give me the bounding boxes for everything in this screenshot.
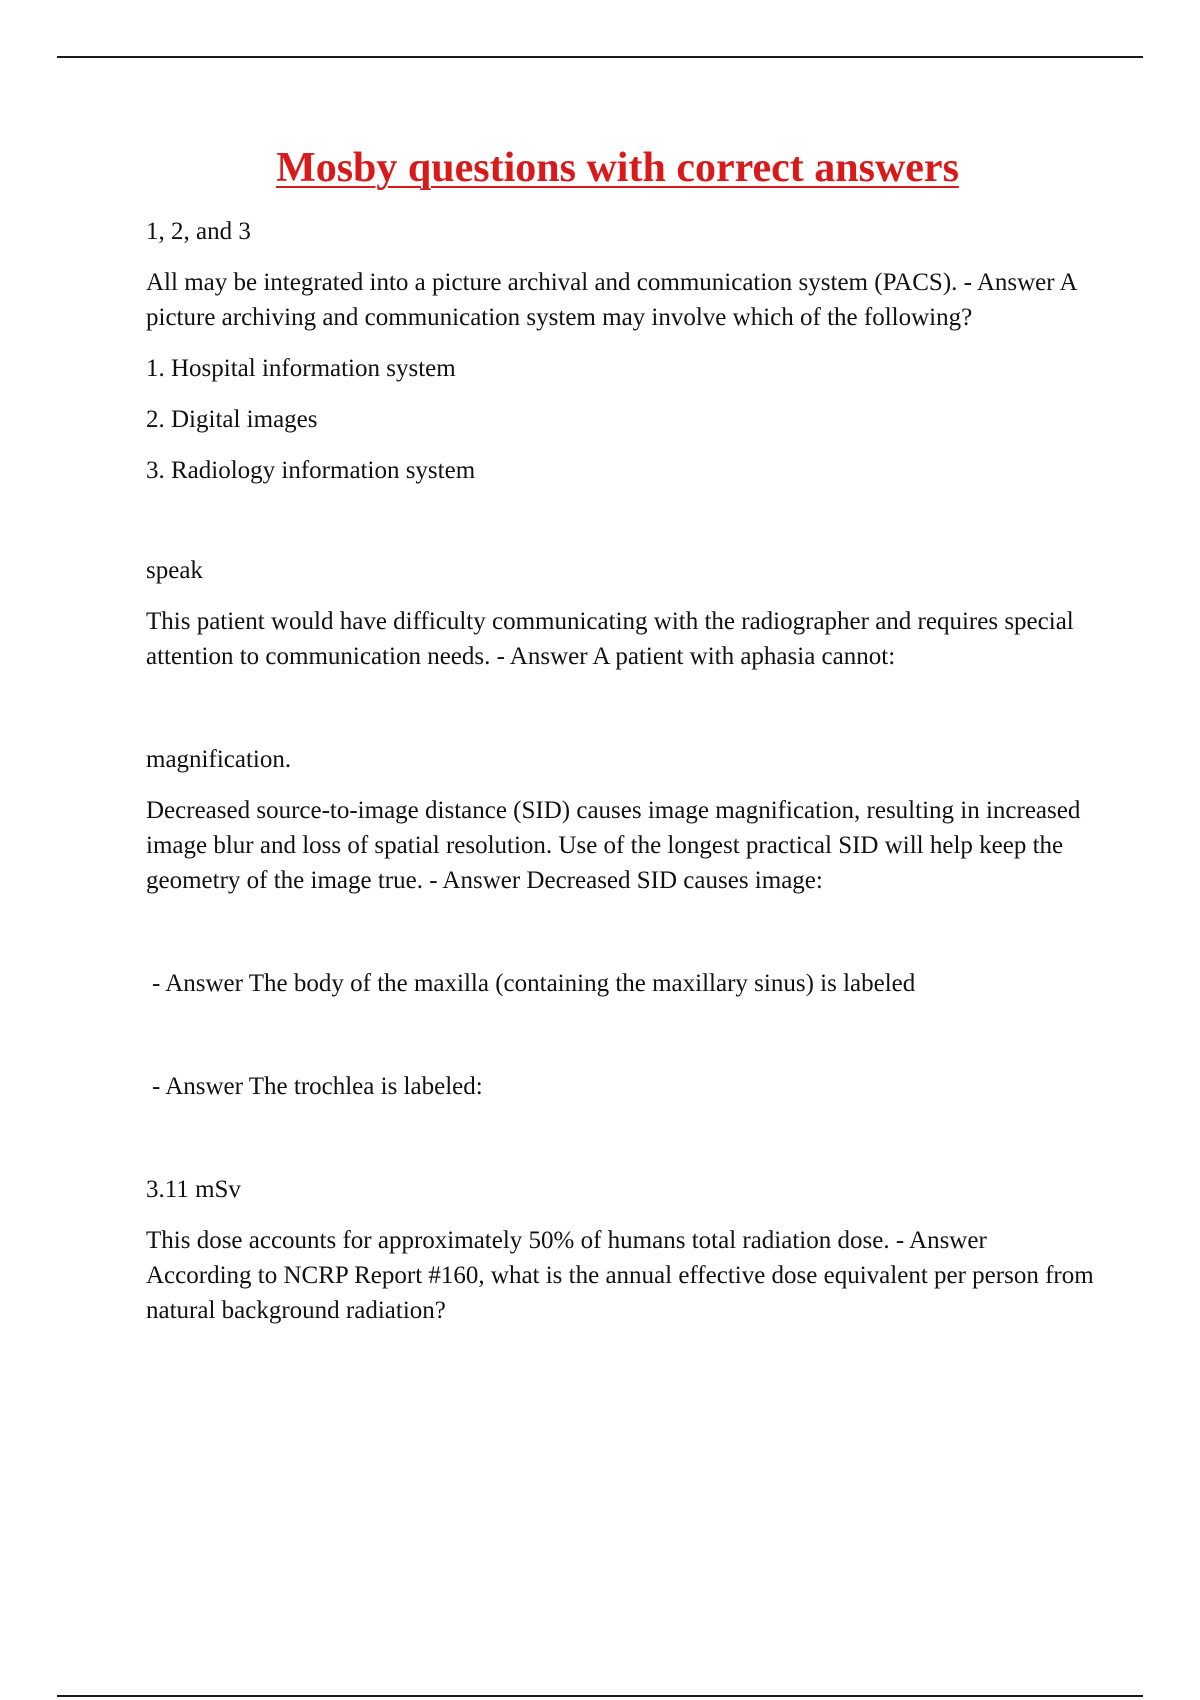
top-rule [57,56,1143,58]
qa-option: 3. Radiology information system [146,457,476,484]
qa-item-2 [146,553,1096,674]
bottom-rule [57,1695,1143,1697]
qa-item-3 [146,742,1096,898]
page-title: Mosby questions with correct answers [276,145,959,191]
qa-answer: 3.11 mSv [146,1176,241,1203]
qa-item-6 [146,1172,1096,1328]
qa-item-5 [146,1069,1096,1104]
qa-explanation: All may be integrated into a picture archival and communication system (PACS). - Answer A picture archiving and communication system may involve which of the following? [146,269,1077,331]
qa-answer-line: - Answer The body of the maxilla (containing the maxillary sinus) is labeled [152,970,916,997]
qa-item-4 [146,966,1096,1001]
qa-answer: 1, 2, and 3 [146,218,251,245]
qa-answer: speak [146,557,203,584]
qa-answer: magnification. [146,746,292,773]
qa-item-1 [146,214,1096,488]
qa-explanation: Decreased source-to-image distance (SID) causes image magnification, resulting in increased image blur and loss of spatial resolution. Use of the longest practical SID will help keep the geometry of the image true. - Answer Decreased SID causes image: [146,797,1081,894]
qa-option: 2. Digital images [146,406,318,433]
qa-content [146,214,1096,1344]
qa-explanation: This dose accounts for approximately 50% of humans total radiation dose. - Answer According to NCRP Report #160, what is the annual effective dose equivalent per person from natural background radiation? [146,1227,1094,1324]
qa-answer-line: - Answer The trochlea is labeled: [152,1073,483,1100]
qa-option: 1. Hospital information system [146,355,456,382]
qa-explanation: This patient would have difficulty communicating with the radiographer and requires special attention to communication needs. - Answer A patient with aphasia cannot: [146,608,1074,670]
